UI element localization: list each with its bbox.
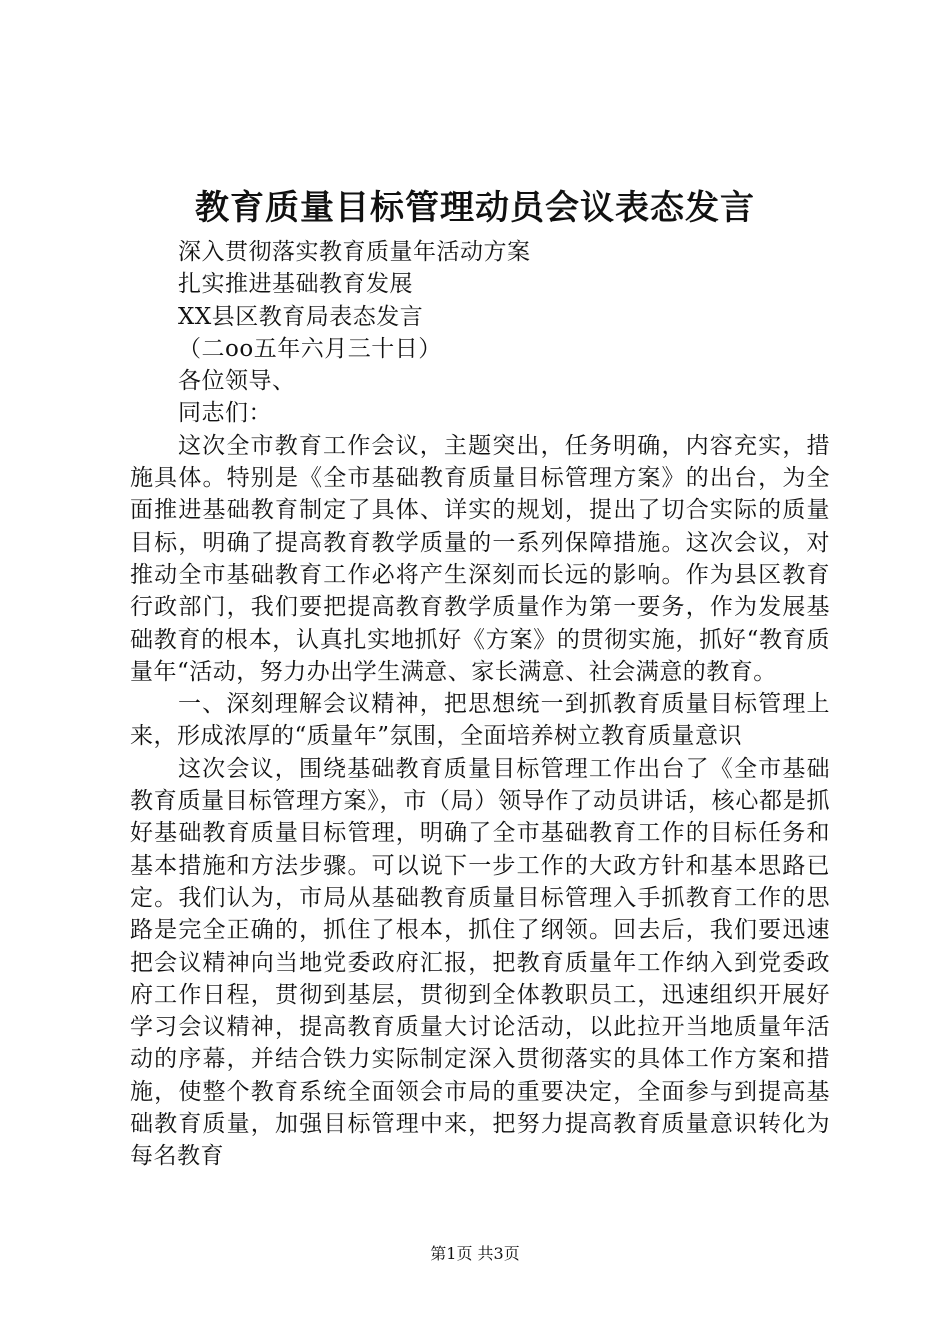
header-line-promote: 扎实推进基础教育发展 (178, 271, 413, 298)
header-line-speaker: XX县区教育局表态发言 (178, 303, 424, 330)
header-line-date: （二oo五年六月三十日） (178, 335, 442, 362)
salutation-comrades: 同志们： (178, 400, 272, 427)
paragraph-intro: 这次全市教育工作会议，主题突出，任务明确，内容充实，措施具体。特别是《全市基础教育质量目标管理方案》的出台，为全面推进基础教育制定了具体、详实的规划，提出了切合实际的质量目标，明确了提高教育教学质量的一系列保障措施。这次会议，对推动全市基础教育工作必将产生深刻而长远的影响。作为县区教育行政部门，我们要把提高教育教学质量作为第一要务，作为发展基础教育的根本，认真扎实地抓好《方案》的贯彻实施，抓好“教育质量年“活动，努力办出学生满意、家长满意、社会满意的教育。 (130, 432, 830, 685)
paragraph-section-one-body: 这次会议，围绕基础教育质量目标管理工作出台了《全市基础教育质量目标管理方案》，市（局）领导作了动员讲话，核心都是抓好基础教育质量目标管理，明确了全市基础教育工作的目标任务和基本措施和方法步骤。可以说下一步工作的大政方针和基本思路已定。我们认为，市局从基础教育质量目标管理入手抓教育工作的思路是完全正确的，抓住了根本，抓住了纲领。回去后，我们要迅速把会议精神向当地党委政府汇报，把教育质量年工作纳入到党委政府工作日程，贯彻到基层，贯彻到全体教职员工，迅速组织开展好学习会议精神，提高教育质量大讨论活动，以此拉开当地质量年活动的序幕，并结合铁力实际制定深入贯彻落实的具体工作方案和措施，使整个教育系统全面领会市局的重要决定，全面参与到提高基础教育质量，加强目标管理中来，把努力提高教育质量意识转化为每名教育 (130, 755, 830, 1170)
salutation-leaders: 各位领导、 (178, 368, 296, 395)
header-line-plan: 深入贯彻落实教育质量年活动方案 (178, 239, 531, 265)
page-number: 第1页 共3页 (430, 1244, 520, 1263)
paragraph-section-one-heading: 一、深刻理解会议精神，把思想统一到抓教育质量目标管理上来，形成浓厚的“质量年”氛围，全面培养树立教育质量意识 (130, 691, 830, 750)
document-body (130, 236, 830, 1173)
document-title: 教育质量目标管理动员会议表态发言 (195, 188, 755, 228)
